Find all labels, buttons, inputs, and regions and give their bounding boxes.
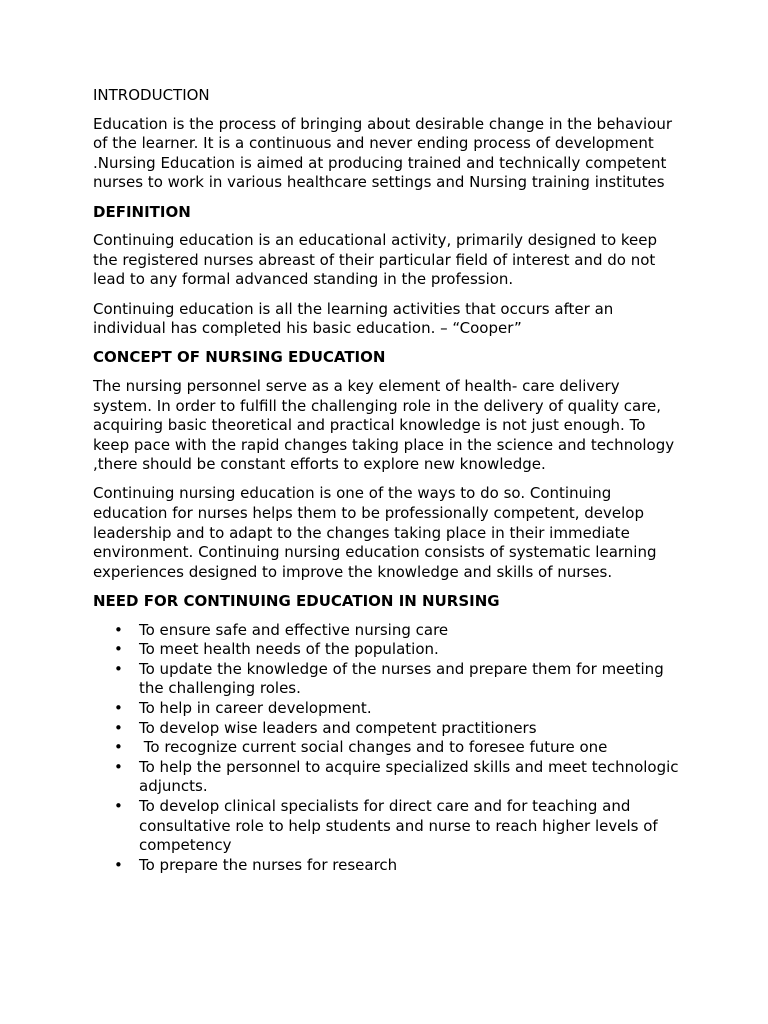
bullet-icon: • <box>114 757 123 776</box>
list-item <box>93 640 683 660</box>
definition-heading: DEFINITION <box>93 202 191 221</box>
list-item-text: To update the knowledge of the nurses and prepare them for meeting the challenging roles. <box>139 659 664 698</box>
list-item <box>93 621 683 641</box>
definition-paragraph-2: Continuing education is all the learning activities that occurs after an individual has completed his basic education. – “Cooper” <box>93 299 614 338</box>
need-heading: NEED FOR CONTINUING EDUCATION IN NURSING <box>93 592 500 611</box>
list-item-text: To meet health needs of the population. <box>139 640 439 659</box>
concept-paragraph-2: Continuing nursing education is one of the ways to do so. Continuing education for nurses helps them to be professionally competent, develop leadership and to adapt to the changes taking place in their immediate environment. Continuing nursing education consists of systematic learning experiences designed to improve the knowledge and skills of nurses. <box>93 484 657 581</box>
document-page <box>93 86 683 875</box>
bullet-icon: • <box>114 796 123 815</box>
list-item-text: To ensure safe and effective nursing care <box>139 620 449 639</box>
list-item <box>93 797 683 856</box>
introduction-heading: INTRODUCTION <box>93 86 210 104</box>
definition-paragraph-1: Continuing education is an educational activity, primarily designed to keep the registered nurses abreast of their particular field of interest and do not lead to any formal advanced standing in the profession. <box>93 231 658 289</box>
bullet-icon: • <box>114 855 123 874</box>
list-item <box>93 758 683 797</box>
bullet-icon: • <box>114 659 123 678</box>
list-item-text: To develop clinical specialists for direct care and for teaching and consultative role to help students and nurse to reach higher levels of competency <box>139 796 658 855</box>
list-item-text: To help in career development. <box>139 699 372 717</box>
list-item <box>93 699 683 719</box>
bullet-icon: • <box>114 738 123 757</box>
list-item <box>93 738 683 758</box>
list-item-text: To prepare the nurses for research <box>139 855 398 874</box>
need-bullet-list <box>93 621 683 876</box>
list-item-text: To develop wise leaders and competent practitioners <box>139 718 537 737</box>
list-item-text: To help the personnel to acquire specialized skills and meet technologic adjuncts. <box>139 757 679 796</box>
list-item <box>93 856 683 876</box>
introduction-paragraph: Education is the process of bringing about desirable change in the behaviour of the learner. It is a continuous and never ending process of development .Nursing Education is aimed at producing trained and technically competent nurses to work in various healthcare settings and Nursing training institutes <box>93 114 673 192</box>
bullet-icon: • <box>114 640 123 659</box>
bullet-icon: • <box>114 699 123 717</box>
bullet-icon: • <box>114 620 123 639</box>
bullet-icon: • <box>114 718 123 737</box>
concept-paragraph-1: The nursing personnel serve as a key element of health- care delivery system. In order to fulfill the challenging role in the delivery of quality care, acquiring basic theoretical and practical knowledge is not just enough. To keep pace with the rapid changes taking place in the science and technology ,there should be constant efforts to explore new knowledge. <box>93 376 675 474</box>
concept-heading: CONCEPT OF NURSING EDUCATION <box>93 348 386 367</box>
list-item <box>93 660 683 699</box>
list-item-text: To recognize current social changes and to foresee future one <box>139 738 608 757</box>
list-item <box>93 719 683 739</box>
